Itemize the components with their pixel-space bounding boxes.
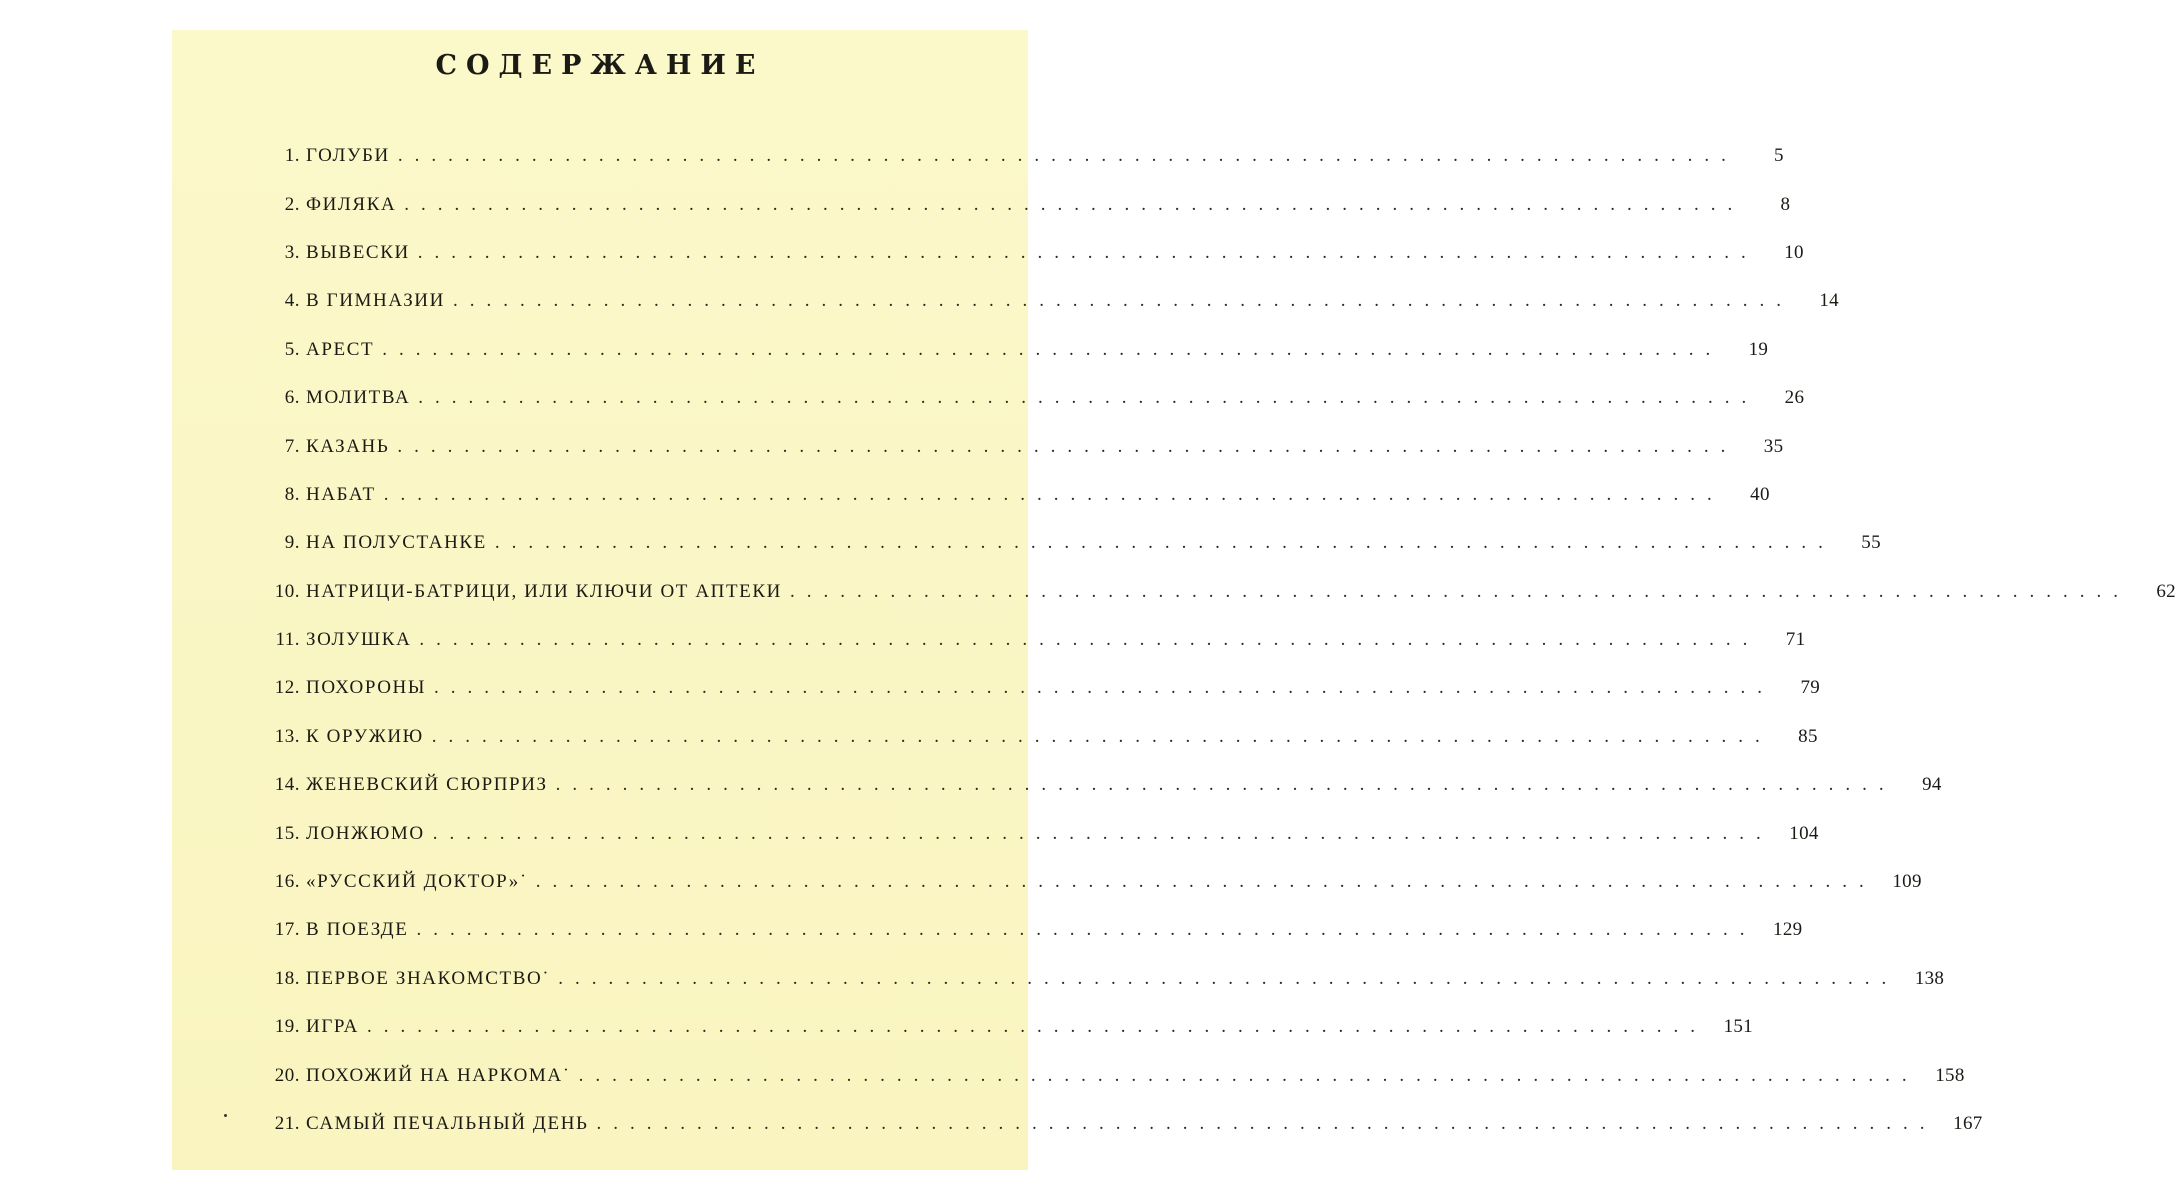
dot-leader: ................................................................................: [596, 1113, 1937, 1134]
dot-leader: ................................................................................: [417, 241, 1758, 263]
toc-entry: [270, 422, 1784, 470]
toc-entry-number: 20.: [274, 1064, 300, 1086]
toc-entry-number: 18.: [274, 967, 300, 989]
toc-entry-page: 85: [1798, 725, 1818, 747]
toc-entry: [270, 229, 1804, 277]
toc-entry: [270, 277, 1839, 325]
toc-entry-page: 55: [1861, 532, 1881, 554]
toc-entry-number: 12.: [274, 677, 300, 699]
dot-leader: ................................................................................: [431, 725, 1772, 747]
toc-entry-title: В ГИМНАЗИИ: [306, 290, 445, 312]
toc-entry-title: НАТРИЦИ-БАТРИЦИ, ИЛИ КЛЮЧИ ОТ АПТЕКИ: [306, 580, 782, 602]
toc-entry-page: 94: [1922, 774, 1942, 796]
dot-leader: ................................................................................: [432, 822, 1773, 844]
toc-entry-title: В ПОЕЗДЕ: [306, 919, 409, 941]
toc-entry-page: 79: [1800, 677, 1821, 699]
toc-entry-number: 4.: [284, 290, 300, 312]
toc-entry-title: НА ПОЛУСТАНКЕ: [306, 532, 487, 554]
toc-entry-page: 104: [1789, 822, 1819, 844]
toc-entry: [270, 906, 1803, 954]
toc-entry: [270, 326, 1769, 374]
toc-entry-page: 151: [1723, 1016, 1753, 1038]
toc-entry-number: 8.: [284, 483, 300, 505]
toc-entry: [270, 664, 1821, 712]
toc-entry-title: ЗОЛУШКА: [306, 629, 412, 651]
toc-entry: [270, 519, 1881, 567]
toc-entry-page: 109: [1892, 871, 1922, 893]
book-page: [172, 30, 2176, 1170]
toc-entry-number: 17.: [274, 919, 300, 941]
toc-entry-number: 9.: [284, 532, 300, 554]
toc-entry-page: 40: [1750, 483, 1770, 505]
toc-entry-page: 158: [1935, 1064, 1965, 1086]
toc-entry-number: 3.: [284, 241, 300, 263]
toc-entry: [270, 858, 1922, 906]
toc-entry-number: 7.: [284, 435, 300, 457]
dot-leader: ................................................................................: [366, 1016, 1707, 1038]
toc-entry-number: 11.: [275, 629, 300, 651]
toc-entry-number: 1.: [284, 145, 300, 167]
toc-entry-page: 138: [1914, 967, 1945, 989]
toc-entry-title: ЛОНЖЮМО: [306, 822, 425, 844]
toc-entry-number: 2.: [284, 193, 300, 215]
dot-leader: ................................................................................: [494, 532, 1835, 554]
toc-entry-page: 19: [1748, 338, 1769, 360]
toc-entry-title: ФИЛЯКА: [306, 193, 397, 215]
toc-entry: [270, 761, 1942, 809]
dot-leader: ................................................................................: [404, 193, 1745, 215]
toc-entry-title: ГОЛУБИ: [306, 145, 390, 167]
toc-entry: [270, 180, 1791, 228]
dot-leader: ................................................................................: [383, 483, 1724, 505]
toc-entry-page: 35: [1763, 435, 1784, 457]
toc-entry: [270, 374, 1805, 422]
toc-entry-title: ПЕРВОЕ ЗНАКОМСТВО˙: [306, 967, 551, 989]
dot-leader: ................................................................................: [558, 967, 1899, 989]
toc-entry-title: К ОРУЖИЮ: [306, 725, 424, 747]
toc-entry-number: 5.: [284, 338, 300, 360]
dot-leader: ................................................................................: [397, 145, 1738, 167]
toc-entry: [270, 713, 1818, 761]
toc-entry-number: 10.: [274, 580, 300, 602]
toc-entry-number: 16.: [274, 871, 300, 893]
dot-leader: ................................................................................: [416, 919, 1757, 941]
table-of-contents: [270, 132, 2176, 1148]
toc-entry-page: 10: [1784, 241, 1804, 263]
toc-entry-page: 167: [1953, 1113, 1983, 1134]
toc-entry-title: САМЫЙ ПЕЧАЛЬНЫЙ ДЕНЬ: [306, 1113, 589, 1134]
dot-leader: ................................................................................: [419, 629, 1760, 651]
toc-entry-number: 21.: [274, 1113, 300, 1134]
toc-entry: [270, 955, 1945, 1003]
dot-leader: ................................................................................: [382, 338, 1723, 360]
toc-entry-title: ЖЕНЕВСКИЙ СЮРПРИЗ: [306, 774, 548, 796]
toc-entry-title: НАБАТ: [306, 483, 376, 505]
toc-entry-title: ИГРА: [306, 1016, 359, 1038]
toc-entry-page: 5: [1774, 145, 1784, 167]
dot-leader: ................................................................................: [789, 580, 2130, 602]
toc-entry: [270, 568, 2176, 616]
toc-entry-title: «РУССКИЙ ДОКТОР»˙: [306, 871, 528, 893]
dot-leader: ................................................................................: [555, 774, 1896, 796]
toc-entry-title: ПОХОРОНЫ: [306, 677, 427, 699]
dot-leader: ................................................................................: [397, 435, 1738, 457]
toc-entry: [270, 809, 1819, 857]
page-title: СОДЕРЖАНИЕ: [435, 50, 765, 81]
toc-entry-page: 62: [2156, 580, 2176, 602]
toc-entry-title: АРЕСТ: [306, 338, 375, 360]
toc-entry: [270, 132, 1784, 180]
toc-entry-number: 6.: [284, 387, 300, 409]
toc-entry-title: ВЫВЕСКИ: [306, 241, 410, 263]
dot-leader: ................................................................................: [578, 1064, 1919, 1086]
print-speck: [224, 1114, 227, 1117]
toc-entry-page: 8: [1780, 193, 1791, 215]
toc-entry-number: 14.: [274, 774, 300, 796]
toc-entry-page: 71: [1785, 629, 1806, 651]
toc-entry-title: МОЛИТВА: [306, 387, 411, 409]
toc-entry: [270, 616, 1806, 664]
dot-leader: ................................................................................: [535, 871, 1876, 893]
toc-entry-page: 129: [1773, 919, 1803, 941]
toc-entry-page: 26: [1784, 387, 1805, 409]
toc-entry-number: 13.: [274, 725, 300, 747]
dot-leader: ................................................................................: [418, 387, 1759, 409]
toc-entry: [270, 1003, 1753, 1051]
toc-entry: [270, 471, 1770, 519]
dot-leader: ................................................................................: [434, 677, 1775, 699]
toc-entry-number: 19.: [274, 1016, 300, 1038]
toc-entry-title: КАЗАНЬ: [306, 435, 390, 457]
toc-entry-page: 14: [1819, 290, 1839, 312]
toc-entry: [270, 1100, 1983, 1148]
dot-leader: ................................................................................: [452, 290, 1793, 312]
toc-entry: [270, 1051, 1965, 1099]
toc-entry-number: 15.: [274, 822, 300, 844]
toc-entry-title: ПОХОЖИЙ НА НАРКОМА˙: [306, 1064, 571, 1086]
